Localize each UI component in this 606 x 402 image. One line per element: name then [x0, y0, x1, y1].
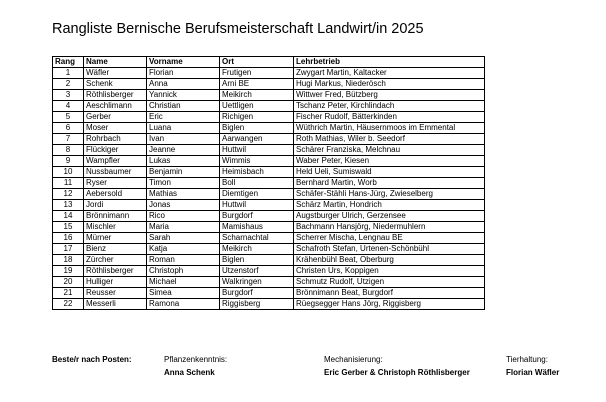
cell-ort: Biglen [220, 255, 294, 266]
cell-name: Messerli [84, 299, 147, 310]
cell-lehrbetrieb: Rüegsegger Hans Jörg, Riggisberg [294, 299, 485, 310]
cell-ort: Heimisbach [220, 167, 294, 178]
cell-ort: Meikirch [220, 90, 294, 101]
post-pflanzenkenntnis [164, 355, 227, 377]
cell-vorname: Christian [147, 101, 220, 112]
cell-lehrbetrieb: Hugi Markus, Niederösch [294, 79, 485, 90]
post-tierhaltung [506, 355, 559, 377]
cell-ort: Huttwil [220, 145, 294, 156]
cell-name: Zürcher [84, 255, 147, 266]
cell-lehrbetrieb: Schafroth Stefan, Urtenen-Schönbühl [294, 244, 485, 255]
cell-rang: 6 [53, 123, 84, 134]
cell-lehrbetrieb: Augstburger Ulrich, Gerzensee [294, 211, 485, 222]
table-header-row [53, 57, 485, 68]
cell-name: Jordi [84, 200, 147, 211]
table-row [53, 112, 485, 123]
cell-lehrbetrieb: Waber Peter, Kiesen [294, 156, 485, 167]
cell-vorname: Benjamin [147, 167, 220, 178]
cell-lehrbetrieb: Schmutz Rudolf, Utzigen [294, 277, 485, 288]
table-row [53, 156, 485, 167]
cell-name: Moser [84, 123, 147, 134]
cell-rang: 21 [53, 288, 84, 299]
cell-lehrbetrieb: Wüthrich Martin, Häusernmoos im Emmental [294, 123, 485, 134]
cell-name: Wäfler [84, 68, 147, 79]
table-row [53, 178, 485, 189]
post-label: Mechanisierung: [324, 355, 383, 364]
cell-rang: 11 [53, 178, 84, 189]
footer-label: Beste/r nach Posten: [52, 355, 132, 364]
cell-ort: Frutigen [220, 68, 294, 79]
cell-lehrbetrieb: Roth Mathias, Wiler b. Seedorf [294, 134, 485, 145]
cell-ort: Uettligen [220, 101, 294, 112]
cell-name: Brönnimann [84, 211, 147, 222]
cell-name: Bienz [84, 244, 147, 255]
cell-name: Flückiger [84, 145, 147, 156]
cell-ort: Riggisberg [220, 299, 294, 310]
cell-lehrbetrieb: Bachmann Hansjörg, Niedermuhlern [294, 222, 485, 233]
table-row [53, 167, 485, 178]
cell-ort: Huttwil [220, 200, 294, 211]
cell-rang: 9 [53, 156, 84, 167]
cell-rang: 18 [53, 255, 84, 266]
cell-name: Mürner [84, 233, 147, 244]
table-row [53, 68, 485, 79]
cell-name: Röthlisberger [84, 266, 147, 277]
table-row [53, 101, 485, 112]
cell-ort: Diemtigen [220, 189, 294, 200]
cell-name: Aebersold [84, 189, 147, 200]
table-row [53, 255, 485, 266]
cell-lehrbetrieb: Schärz Martin, Hondrich [294, 200, 485, 211]
cell-lehrbetrieb: Bernhard Martin, Worb [294, 178, 485, 189]
cell-name: Aeschlimann [84, 101, 147, 112]
header-vorname: Vorname [147, 57, 220, 68]
cell-name: Rohrbach [84, 134, 147, 145]
cell-vorname: Ramona [147, 299, 220, 310]
cell-name: Ryser [84, 178, 147, 189]
cell-vorname: Roman [147, 255, 220, 266]
cell-ort: Boll [220, 178, 294, 189]
cell-rang: 19 [53, 266, 84, 277]
table-row [53, 244, 485, 255]
cell-rang: 4 [53, 101, 84, 112]
cell-rang: 7 [53, 134, 84, 145]
cell-ort: Richigen [220, 112, 294, 123]
cell-vorname: Sarah [147, 233, 220, 244]
cell-lehrbetrieb: Schäfer-Stähli Hans-Jürg, Zwieselberg [294, 189, 485, 200]
cell-vorname: Mathias [147, 189, 220, 200]
cell-rang: 13 [53, 200, 84, 211]
post-mechanisierung [324, 355, 470, 377]
cell-rang: 10 [53, 167, 84, 178]
table-row [53, 123, 485, 134]
cell-lehrbetrieb: Wittwer Fred, Bützberg [294, 90, 485, 101]
cell-name: Gerber [84, 112, 147, 123]
cell-lehrbetrieb: Held Ueli, Sumiswald [294, 167, 485, 178]
cell-ort: Wimmis [220, 156, 294, 167]
cell-lehrbetrieb: Brönnimann Beat, Burgdorf [294, 288, 485, 299]
cell-vorname: Simea [147, 288, 220, 299]
table-row [53, 299, 485, 310]
cell-rang: 1 [53, 68, 84, 79]
table-row [53, 222, 485, 233]
cell-vorname: Rico [147, 211, 220, 222]
ranking-table [52, 56, 485, 310]
post-winner: Anna Schenk [164, 368, 215, 377]
cell-lehrbetrieb: Christen Urs, Koppigen [294, 266, 485, 277]
post-winner: Florian Wäfler [506, 368, 560, 377]
cell-lehrbetrieb: Scherrer Mischa, Lengnau BE [294, 233, 485, 244]
cell-name: Reusser [84, 288, 147, 299]
cell-ort: Meikirch [220, 244, 294, 255]
cell-name: Schenk [84, 79, 147, 90]
cell-vorname: Florian [147, 68, 220, 79]
cell-lehrbetrieb: Tschanz Peter, Kirchlindach [294, 101, 485, 112]
cell-lehrbetrieb: Zwygart Martin, Kaltacker [294, 68, 485, 79]
post-label: Tierhaltung: [506, 355, 548, 364]
cell-rang: 17 [53, 244, 84, 255]
cell-ort: Biglen [220, 123, 294, 134]
cell-ort: Arni BE [220, 79, 294, 90]
cell-rang: 20 [53, 277, 84, 288]
table-row [53, 277, 485, 288]
cell-rang: 2 [53, 79, 84, 90]
post-label: Pflanzenkenntnis: [164, 355, 228, 364]
header-ort: Ort [220, 57, 294, 68]
table-row [53, 134, 485, 145]
cell-rang: 3 [53, 90, 84, 101]
footer [0, 355, 606, 385]
cell-name: Wampfler [84, 156, 147, 167]
cell-ort: Aarwangen [220, 134, 294, 145]
table-row [53, 145, 485, 156]
cell-vorname: Eric [147, 112, 220, 123]
table-body [53, 68, 485, 310]
cell-rang: 16 [53, 233, 84, 244]
table-row [53, 211, 485, 222]
cell-vorname: Timon [147, 178, 220, 189]
cell-name: Mischler [84, 222, 147, 233]
post-winner: Eric Gerber & Christoph Röthlisberger [324, 368, 470, 377]
cell-vorname: Ivan [147, 134, 220, 145]
header-lehrbetrieb: Lehrbetrieb [294, 57, 485, 68]
cell-ort: Walkringen [220, 277, 294, 288]
cell-rang: 22 [53, 299, 84, 310]
cell-ort: Scharnachtal [220, 233, 294, 244]
cell-name: Nussbaumer [84, 167, 147, 178]
cell-vorname: Maria [147, 222, 220, 233]
cell-lehrbetrieb: Fischer Rudolf, Bätterkinden [294, 112, 485, 123]
cell-rang: 5 [53, 112, 84, 123]
cell-ort: Mamishaus [220, 222, 294, 233]
table-row [53, 266, 485, 277]
cell-ort: Utzenstorf [220, 266, 294, 277]
cell-ort: Burgdorf [220, 288, 294, 299]
table-row [53, 233, 485, 244]
cell-vorname: Lukas [147, 156, 220, 167]
cell-vorname: Jeanne [147, 145, 220, 156]
table-row [53, 200, 485, 211]
cell-lehrbetrieb: Krähenbühl Beat, Oberburg [294, 255, 485, 266]
cell-name: Hulliger [84, 277, 147, 288]
cell-vorname: Anna [147, 79, 220, 90]
cell-lehrbetrieb: Schärer Franziska, Melchnau [294, 145, 485, 156]
cell-rang: 12 [53, 189, 84, 200]
header-name: Name [84, 57, 147, 68]
cell-vorname: Christoph [147, 266, 220, 277]
cell-vorname: Yannick [147, 90, 220, 101]
cell-name: Röthlisberger [84, 90, 147, 101]
table-row [53, 90, 485, 101]
table-row [53, 288, 485, 299]
cell-vorname: Jonas [147, 200, 220, 211]
cell-rang: 8 [53, 145, 84, 156]
cell-ort: Burgdorf [220, 211, 294, 222]
cell-vorname: Luana [147, 123, 220, 134]
table-row [53, 79, 485, 90]
page-title: Rangliste Bernische Berufsmeisterschaft Landwirt/in 2025 [52, 21, 424, 37]
cell-vorname: Michael [147, 277, 220, 288]
header-rang: Rang [53, 57, 84, 68]
cell-vorname: Katja [147, 244, 220, 255]
cell-rang: 14 [53, 211, 84, 222]
cell-rang: 15 [53, 222, 84, 233]
table-row [53, 189, 485, 200]
